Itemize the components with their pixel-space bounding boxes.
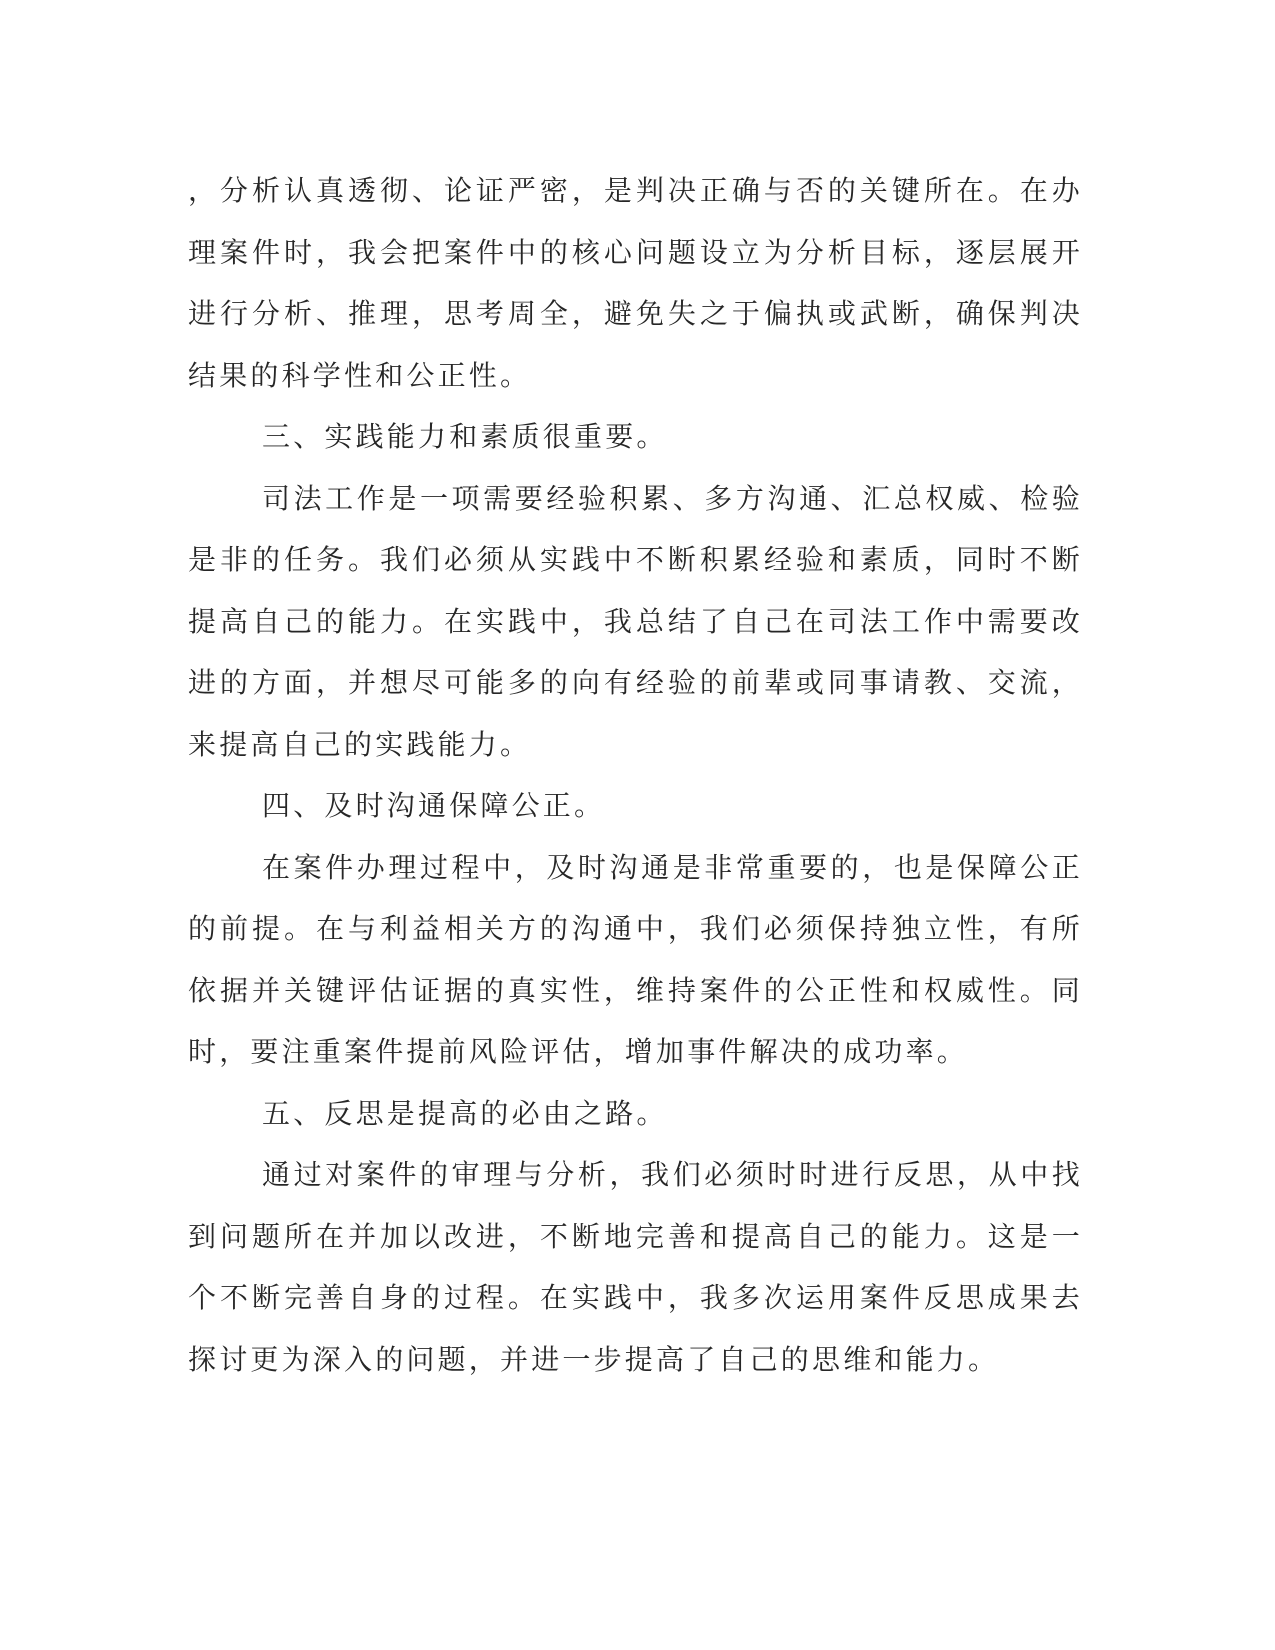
paragraph-section-4: 在案件办理过程中，及时沟通是非常重要的，也是保障公正的前提。在与利益相关方的沟通中，我们必须保持独立性，有所依据并关键评估证据的真实性，维持案件的公正性和权威性。同时，要注重案件提前风险评估，增加事件解决的成功率。 [188, 850, 1083, 1068]
section-heading-4: 四、及时沟通保障公正。 [262, 789, 606, 822]
paragraph-continuation: ，分析认真透彻、论证严密，是判决正确与否的关键所在。在办理案件时，我会把案件中的核心问题设立为分析目标，逐层展开进行分析、推理，思考周全，避免失之于偏执或武断，确保判决结果的科学性和公正性。 [188, 174, 1083, 392]
section-heading-3: 三、实践能力和素质很重要。 [262, 420, 668, 453]
paragraph-section-3: 司法工作是一项需要经验积累、多方沟通、汇总权威、检验是非的任务。我们必须从实践中不断积累经验和素质，同时不断提高自己的能力。在实践中，我总结了自己在司法工作中需要改进的方面，并想尽可能多的向有经验的前辈或同事请教、交流，来提高自己的实践能力。 [188, 481, 1083, 761]
section-heading-5: 五、反思是提高的必由之路。 [262, 1096, 668, 1130]
paragraph-section-5: 通过对案件的审理与分析，我们必须时时进行反思，从中找到问题所在并加以改进，不断地完善和提高自己的能力。这是一个不断完善自身的过程。在实践中，我多次运用案件反思成果去探讨更为深入的问题，并进一步提高了自己的思维和能力。 [188, 1158, 1083, 1376]
document-body [188, 160, 1083, 1390]
